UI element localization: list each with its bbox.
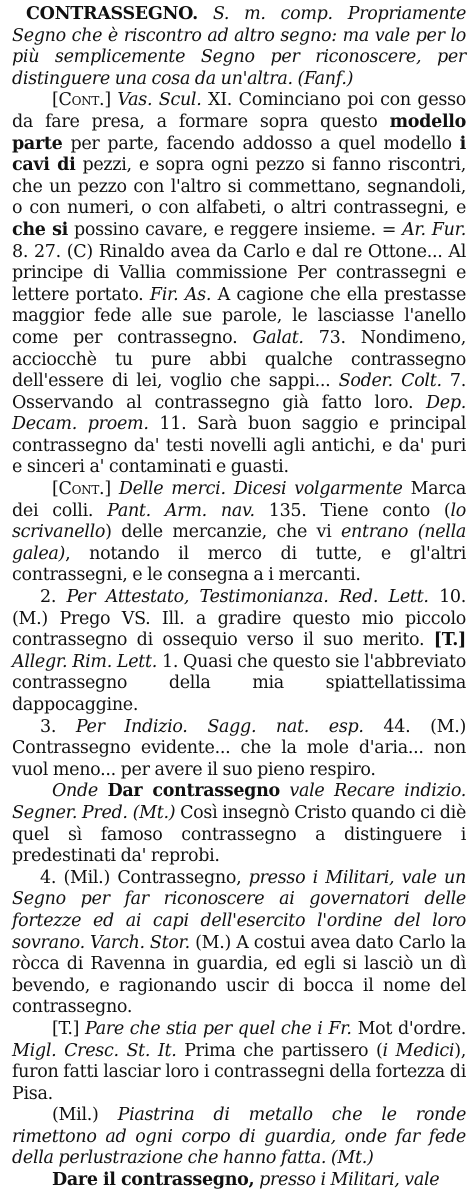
tag: [T.] <box>52 1018 80 1039</box>
definition-text: presso i <box>259 1170 326 1191</box>
citation-text: possino cavare, e reggere insieme. = <box>74 219 397 240</box>
source-ref: Soder. Colt. <box>338 371 442 392</box>
definition-text: Per Attestato, Testimonianza. <box>66 587 329 608</box>
definition-text: presso i Militari, vale un Segno per far riconoscere ai governatori delle fortezze ed ai capi dell'esercito l'ordine del loro sovrano. <box>12 867 466 953</box>
citation-text: 8. 27. (C) Rinaldo avea da Carlo e dal re Ottone... Al principe di Vallia commissione Per contrassegni e lettere portato. <box>12 241 466 305</box>
tag: [T.] <box>433 630 466 651</box>
phrase-paragraph <box>12 1170 466 1192</box>
source-ref: Migl. Cresc. St. It. <box>12 1040 177 1061</box>
sense-number: 2. <box>40 587 57 608</box>
citation-paragraph <box>12 479 466 587</box>
citation-text: 44. (M.) Contrassegno evidente... che la mole d'aria... non vuol meno... per avere il suo pieno respiro. <box>12 716 467 780</box>
source-ref: Red. Lett. <box>339 587 429 608</box>
source-ref: Varch. Stor. <box>90 932 190 953</box>
headword: CONTRASSEGNO. <box>26 4 198 24</box>
italic-text: lo scrivanello <box>12 500 466 543</box>
bold-text: che si <box>12 219 69 240</box>
phrase: Dare il contrassegno, <box>52 1170 255 1191</box>
definition-text: vale Recare indizio. <box>289 781 467 802</box>
citation-text: 1. Quasi che questo sie l'abbreviato contrassegno della mia spiattellatissima dappocaggine. <box>12 651 466 715</box>
phrase-paragraph <box>12 781 466 867</box>
source-ref: Allegr. Rim. Lett. <box>12 651 158 672</box>
citation-text: , notando il merco di tutte, e gl'altri contrassegni, e le consegna a i mercanti. <box>12 543 466 586</box>
italic-text: i Medici <box>382 1040 455 1061</box>
source-ref: Pant. Arm. nav. <box>107 500 255 521</box>
citation-text: 10. (M.) Prego VS. Ill. a gradire questo mio piccolo contrassegno di ossequio verso il suo merito. <box>12 587 467 651</box>
definition-text: Militari, vale <box>330 1170 440 1191</box>
citation-paragraph <box>12 1019 466 1105</box>
citation-text: ) delle mercanzie, che vi <box>105 522 332 543</box>
source-ref: Ar. Fur. <box>402 219 467 240</box>
citation-text: ), furon fatti lasciar loro i contrassegni della fortezza di Pisa. <box>12 1040 466 1104</box>
citation-paragraph <box>12 90 466 479</box>
definition-text: Piastrina di metallo che le ronde rimettono ad ogni corpo di guardia, onde far fede della perlustrazione che hanno fatta. <box>12 1105 466 1169</box>
citation-text: Mot d'ordre. <box>357 1018 467 1039</box>
bold-text: i cavi di <box>12 133 467 176</box>
source-ref: Vas. Scul. <box>117 90 202 111</box>
source-ref: Sagg. nat. esp. <box>207 716 364 737</box>
citation-text: 11. Sarà buon saggio e principal contrassegno da' testi novelli agli antichi, e da' puri e sinceri a' contaminati e guasti. <box>12 414 467 478</box>
citation-text: Marca dei colli. <box>12 479 467 521</box>
sense-paragraph <box>12 717 466 782</box>
phrase: Dar contrassegno <box>107 781 280 802</box>
source-number: XI. <box>208 90 233 111</box>
source-ref: Galat. <box>252 327 304 348</box>
citation-text: 7. Osservando al contrassegno già fatto loro. <box>12 371 467 413</box>
sense-number: 3. <box>40 716 57 737</box>
sense-paragraph <box>12 587 466 717</box>
source-ref: (Mt.) <box>132 802 176 823</box>
source-ref: Segner. Pred. <box>12 802 128 823</box>
citation-text: Prima che partissero ( <box>184 1040 383 1061</box>
italic-text: Onde <box>52 781 98 802</box>
sense-paragraph <box>12 868 466 1019</box>
citation-text: Cominciano poi con gesso da fare presa, a formare sopra questo <box>12 90 466 132</box>
citation-text: (M.) A costui avea dato Carlo la ròcca di Ravenna in guardia, ed egli si lasciò un dì bevendo, e ragionando uscir di bocca il nome del contrassegno. <box>12 932 466 1018</box>
domain-label: (Mil.) <box>52 1105 99 1126</box>
citation-text: per parte, facendo addosso a quel modello <box>70 133 452 154</box>
citation-text: Così insegnò Cristo quando ci diè quel sì famoso contrassegno a distinguere i predestinati da' reprobi. <box>12 802 467 867</box>
source-ref: Fir. As. <box>149 284 212 305</box>
sense-number: 4. (Mil.) Contrassegno, <box>40 867 242 888</box>
italic-text: entrano (nella galea) <box>12 522 466 564</box>
definition-text: S. m. comp. Propriamente Segno che è riscontro ad altro segno: ma vale per lo più semplicemente Segno per riconoscere, per distinguere una cosa da un'altra. (Fanf.) <box>12 4 467 89</box>
citation-text: 135. Tiene conto ( <box>268 500 451 521</box>
tag: [Cont.] <box>52 479 111 500</box>
source-ref: Dep. Decam. proem. <box>12 392 466 435</box>
definition-paragraph <box>12 1105 466 1170</box>
citation-text: pezzi, e sopra ogni pezzo si fanno riscontri, che un pezzo con l'altro si commettano, segnandoli, o con numeri, o con alfabeti, o altri contrassegni, e <box>12 155 466 219</box>
citation-text: A cagione che ella prestasse maggior fede alle sue parole, le lasciasse l'anello come per contrassegno. <box>12 284 467 348</box>
source-ref: (Mt.) <box>330 1148 374 1169</box>
definition-text: Per Indizio. <box>75 716 188 737</box>
definition-text: Delle merci. Dicesi volgarmente <box>118 479 403 500</box>
citation-text: 73. Nondimeno, acciocchè tu pure abbi qualche contrassegno dell'essere di lei, voglio che sappi... <box>12 327 467 392</box>
entry-definition <box>12 4 466 90</box>
bold-text: modello parte <box>12 111 467 154</box>
definition-text: Pare che stia per quel che i Fr. <box>85 1018 352 1039</box>
tag: [Cont.] <box>52 90 111 111</box>
